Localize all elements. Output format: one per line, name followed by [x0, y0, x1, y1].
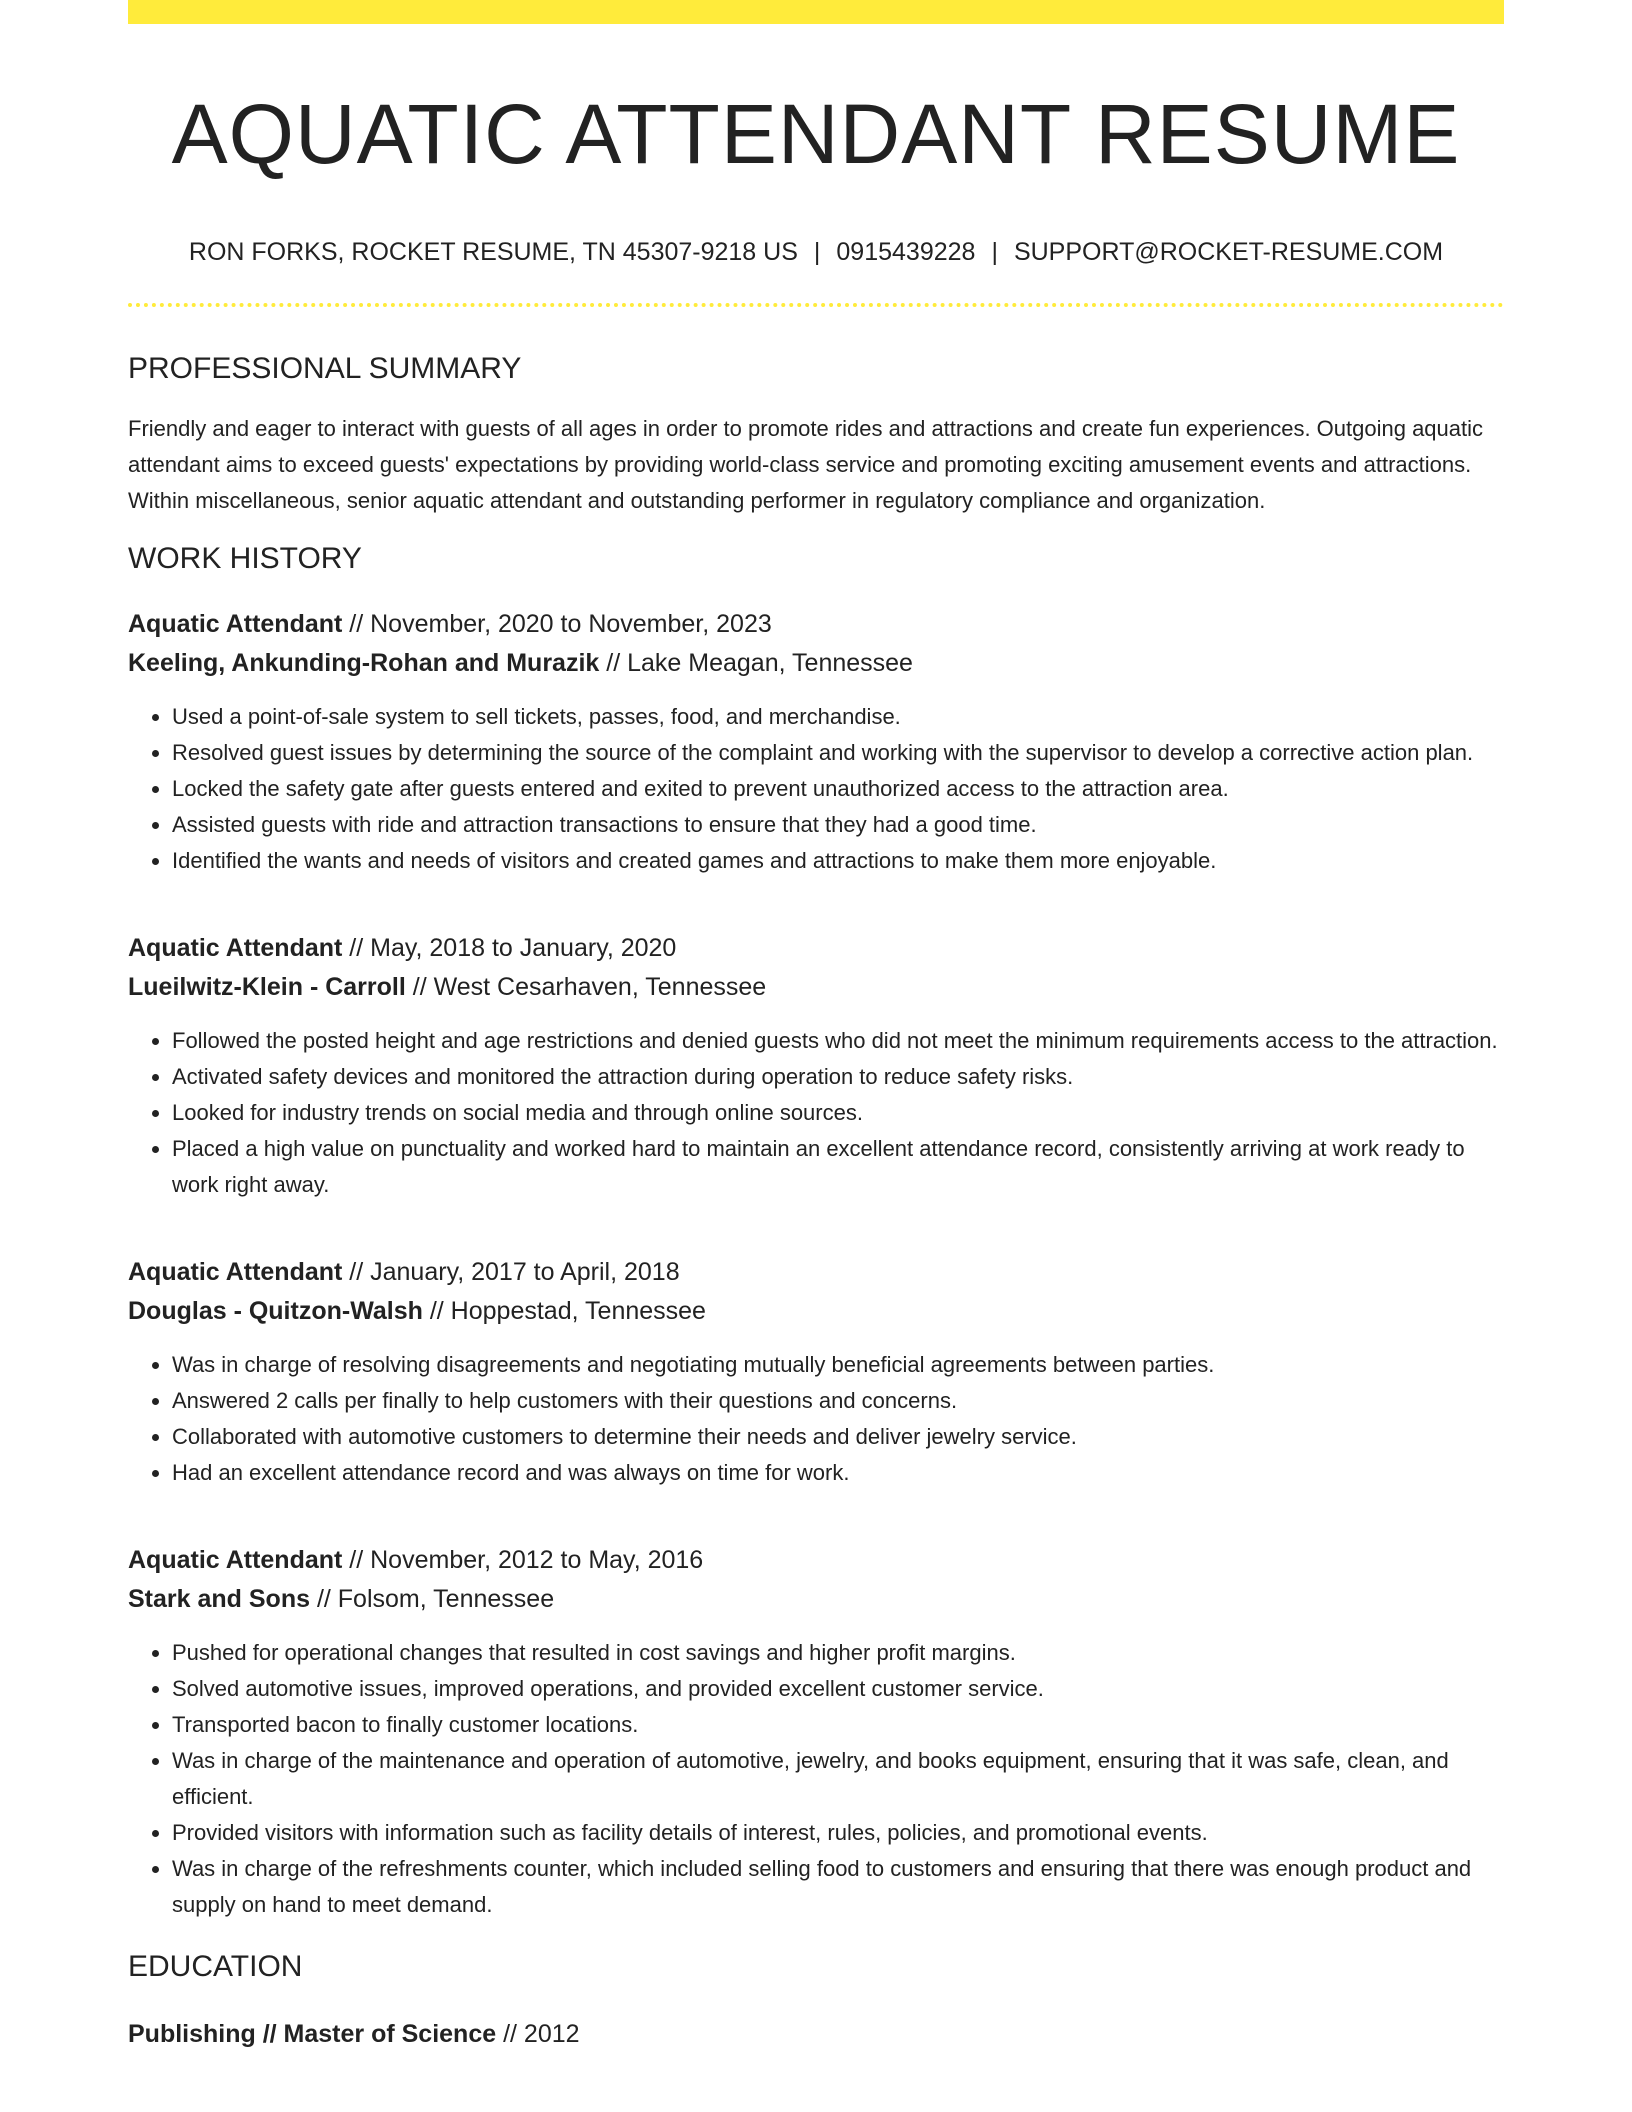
job-dates: // May, 2018 to January, 2020	[342, 933, 677, 962]
job-bullets	[128, 1023, 1504, 1203]
job-bullet: • Pushed for operational changes that resulted in cost savings and higher profit margins.	[172, 1635, 1504, 1671]
job-entry	[128, 929, 1504, 1203]
contact-phone: 0915439228	[836, 237, 976, 266]
job-bullet: • Was in charge of resolving disagreements and negotiating mutually beneficial agreements between parties.	[172, 1347, 1504, 1383]
job-company: Douglas - Quitzon-Walsh	[128, 1296, 423, 1325]
dotted-divider	[128, 303, 1504, 307]
job-company: Keeling, Ankunding-Rohan and Murazik	[128, 648, 600, 677]
job-company: Stark and Sons	[128, 1584, 310, 1613]
job-company-line	[128, 968, 1504, 1007]
job-bullet: • Looked for industry trends on social media and through online sources.	[172, 1095, 1504, 1131]
job-bullet: • Identified the wants and needs of visitors and created games and attractions to make them more enjoyable.	[172, 843, 1504, 879]
accent-top-bar	[128, 0, 1504, 24]
job-bullet: • Resolved guest issues by determining the source of the complaint and working with the supervisor to develop a corrective action plan.	[172, 735, 1504, 771]
summary-section	[128, 351, 1504, 519]
job-company-line	[128, 1580, 1504, 1619]
contact-line	[128, 237, 1504, 267]
job-bullet: • Followed the posted height and age restrictions and denied guests who did not meet the minimum requirements access to the attraction.	[172, 1023, 1504, 1059]
job-location: // West Cesarhaven, Tennessee	[405, 972, 767, 1001]
education-heading: EDUCATION	[128, 1949, 303, 1983]
job-bullet: • Collaborated with automotive customers to determine their needs and deliver jewelry service.	[172, 1419, 1504, 1455]
summary-heading: PROFESSIONAL SUMMARY	[128, 351, 522, 385]
job-title: Aquatic Attendant	[128, 933, 343, 962]
summary-text: Friendly and eager to interact with guests of all ages in order to promote rides and attractions and create fun experiences. Outgoing aquatic attendant aims to exceed guests' expectations by providing world-class service and promoting exciting amusement events and attractions. Within miscellaneous, senior aquatic attendant and outstanding performer in regulatory compliance and organization.	[128, 415, 1484, 513]
work-history-heading: WORK HISTORY	[128, 541, 362, 575]
job-bullet: • Was in charge of the refreshments counter, which included selling food to customers and ensuring that there was enough product and supply on hand to meet demand.	[172, 1851, 1504, 1923]
job-bullets	[128, 1347, 1504, 1491]
job-company: Lueilwitz-Klein - Carroll	[128, 972, 406, 1001]
work-history-section	[128, 541, 1504, 1923]
resume-title: AQUATIC ATTENDANT RESUME	[171, 87, 1461, 181]
education-section	[128, 1949, 1504, 2054]
job-dates: // January, 2017 to April, 2018	[342, 1257, 680, 1286]
job-bullet: • Activated safety devices and monitored the attraction during operation to reduce safety risks.	[172, 1059, 1504, 1095]
education-degree: Publishing // Master of Science	[128, 2019, 497, 2048]
job-bullet: • Placed a high value on punctuality and worked hard to maintain an excellent attendance record, consistently arriving at work ready to work right away.	[172, 1131, 1504, 1203]
job-bullet: • Had an excellent attendance record and was always on time for work.	[172, 1455, 1504, 1491]
job-bullet: • Provided visitors with information such as facility details of interest, rules, policies, and promotional events.	[172, 1815, 1504, 1851]
job-title: Aquatic Attendant	[128, 609, 343, 638]
job-location: // Hoppestad, Tennessee	[422, 1296, 706, 1325]
job-location: // Lake Meagan, Tennessee	[599, 648, 913, 677]
education-year: // 2012	[496, 2019, 580, 2048]
contact-email: SUPPORT@ROCKET-RESUME.COM	[1013, 237, 1444, 266]
education-entry	[128, 2015, 1504, 2054]
job-title: Aquatic Attendant	[128, 1545, 343, 1574]
resume-page	[128, 0, 1504, 2054]
contact-address: RON FORKS, ROCKET RESUME, TN 45307-9218 US	[188, 237, 798, 266]
job-company-line	[128, 644, 1504, 683]
job-dates: // November, 2012 to May, 2016	[342, 1545, 704, 1574]
job-bullet: • Answered 2 calls per finally to help customers with their questions and concerns.	[172, 1383, 1504, 1419]
job-bullet: • Locked the safety gate after guests entered and exited to prevent unauthorized access to the attraction area.	[172, 771, 1504, 807]
job-location: // Folsom, Tennessee	[310, 1584, 555, 1613]
job-title: Aquatic Attendant	[128, 1257, 343, 1286]
contact-separator: |	[813, 237, 821, 266]
job-entry	[128, 605, 1504, 879]
job-entry	[128, 1541, 1504, 1923]
job-bullet: • Assisted guests with ride and attraction transactions to ensure that they had a good time.	[172, 807, 1504, 843]
job-bullet: • Was in charge of the maintenance and operation of automotive, jewelry, and books equipment, ensuring that it was safe, clean, and efficient.	[172, 1743, 1504, 1815]
job-bullet: • Solved automotive issues, improved operations, and provided excellent customer service.	[172, 1671, 1504, 1707]
job-dates: // November, 2020 to November, 2023	[342, 609, 772, 638]
job-title-line	[128, 605, 1504, 644]
contact-separator: |	[991, 237, 998, 266]
job-bullets	[128, 1635, 1504, 1923]
job-entry	[128, 1253, 1504, 1491]
job-title-line	[128, 929, 1504, 968]
job-bullet: • Used a point-of-sale system to sell tickets, passes, food, and merchandise.	[172, 699, 1504, 735]
job-company-line	[128, 1292, 1504, 1331]
job-bullet: • Transported bacon to finally customer locations.	[172, 1707, 1504, 1743]
job-title-line	[128, 1541, 1504, 1580]
job-title-line	[128, 1253, 1504, 1292]
job-bullets	[128, 699, 1504, 879]
